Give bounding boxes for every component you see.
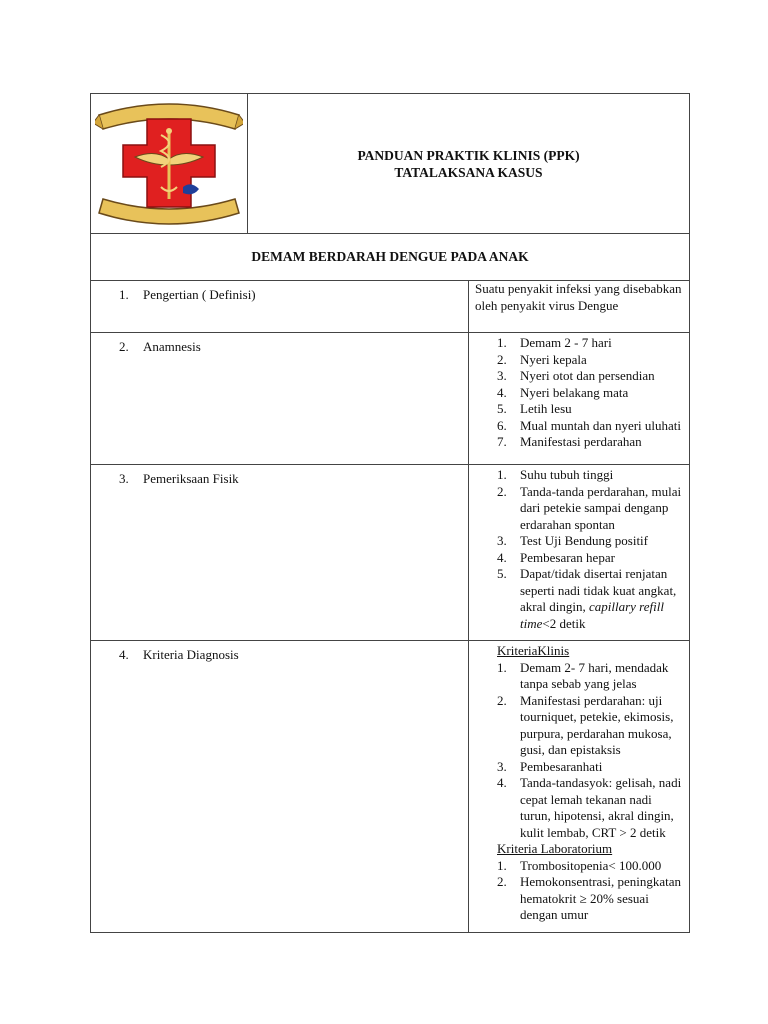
section-label-cell [91, 281, 469, 333]
list-item: 1. Demam 2- 7 hari, mendadak tanpa sebab yang jelas [497, 659, 669, 691]
anamnesis-list [475, 335, 683, 451]
list-item: 1. Trombositopenia< 100.000 [497, 857, 662, 873]
section-label-cell [91, 333, 469, 465]
list-item: 4. Pembesaran hepar [497, 549, 615, 565]
list-item: 7. Manifestasi perdarahan [497, 434, 642, 449]
doc-title: DEMAM BERDARAH DENGUE PADA ANAK [91, 234, 690, 281]
list-item: 4. Nyeri belakang mata [497, 384, 629, 400]
red-cross-emblem-icon [95, 95, 243, 231]
section-content-cell [469, 281, 690, 333]
list-item: 5. Letih lesu [497, 401, 572, 416]
section-number: 4. [119, 647, 129, 662]
pemeriksaan-list [475, 467, 683, 632]
section-row-kriteria [91, 641, 690, 933]
section-label-cell [91, 465, 469, 641]
header-title-line1: PANDUAN PRAKTIK KLINIS (PPK) [357, 147, 580, 163]
header-title-line2: TATALAKSANA KASUS [394, 164, 543, 180]
logo-cell [91, 94, 248, 234]
section-label: Anamnesis [143, 339, 201, 354]
list-item: 2. Manifestasi perdarahan: uji tourniquet, petekie, ekimosis, purpura, perdarahan mukosa, gusi, dan epistaksis [497, 692, 674, 757]
kriteria-klinis-list [475, 660, 683, 842]
section-label: Pengertian ( Definisi) [143, 287, 256, 302]
section-label: Pemeriksaan Fisik [143, 471, 239, 486]
list-item: 2. Tanda-tanda perdarahan, mulai dari petekie sampai denganp erdarahan spontan [497, 483, 682, 532]
section-number: 1. [119, 287, 129, 302]
section-row-anamnesis [91, 333, 690, 465]
list-item: 2. Hemokonsentrasi, peningkatan hematokrit ≥ 20% sesuai dengan umur [497, 874, 682, 922]
ppk-document [90, 93, 690, 933]
list-item: 1. Suhu tubuh tinggi [497, 467, 614, 482]
section-row-definisi [91, 281, 690, 333]
section-content-cell [469, 465, 690, 641]
list-item: 2. Nyeri kepala [497, 351, 587, 367]
header-row [91, 94, 690, 234]
kriteria-lab-list [475, 858, 683, 924]
list-item: 6. Mual muntah dan nyeri uluhati [497, 417, 682, 433]
doc-title-row [91, 234, 690, 281]
section-label: Kriteria Diagnosis [143, 647, 239, 662]
section-row-pemeriksaan [91, 465, 690, 641]
list-item: 1. Demam 2 - 7 hari [497, 335, 612, 350]
list-item: 4. Tanda-tandasyok: gelisah, nadi cepat lemah tekanan nadi turun, hipotensi, akral dingin, kulit lembab, CRT > 2 detik [497, 775, 682, 840]
section-content-cell [469, 641, 690, 933]
section-content-cell [469, 333, 690, 465]
kriteria-klinis-heading: KriteriaKlinis [497, 643, 570, 658]
definition-text: Suatu penyakit infeksi yang disebabkan oleh penyakit virus Dengue [475, 281, 682, 313]
list-item: 3. Pembesaranhati [497, 758, 603, 774]
ppk-table [90, 93, 690, 933]
list-item: 5. Dapat/tidak disertai renjatan seperti nadi tidak kuat angkat, akral dingin, capillary refill time<2 detik [497, 566, 677, 631]
list-item: 3. Nyeri otot dan persendian [497, 368, 655, 383]
header-title-cell [248, 94, 690, 234]
kriteria-laboratorium-heading: Kriteria Laboratorium [497, 841, 613, 856]
section-number: 2. [119, 339, 129, 354]
list-item: 3. Test Uji Bendung positif [497, 533, 649, 548]
section-label-cell [91, 641, 469, 933]
section-number: 3. [119, 471, 129, 486]
